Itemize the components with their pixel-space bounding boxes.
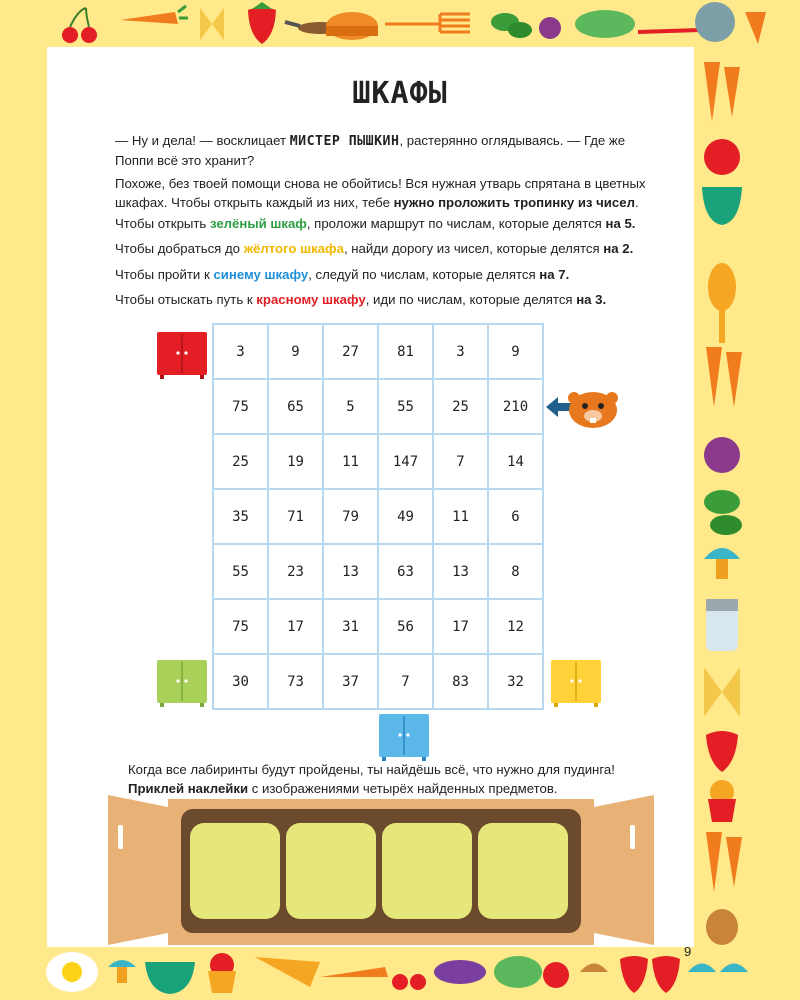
bowl-icon bbox=[702, 187, 742, 225]
grid-cell[interactable]: 7 bbox=[433, 434, 488, 489]
strawberry-icon bbox=[706, 731, 738, 772]
cupcake-icon bbox=[708, 780, 736, 822]
top-food-border bbox=[0, 0, 800, 47]
pizza-slice-icon bbox=[255, 957, 320, 987]
mushroom-icon bbox=[704, 548, 740, 579]
sticker-slot[interactable] bbox=[190, 823, 280, 919]
grid-cell[interactable]: 13 bbox=[433, 544, 488, 599]
grid-cell[interactable]: 11 bbox=[433, 489, 488, 544]
rule-blue bbox=[115, 265, 660, 284]
grid-cell[interactable]: 9 bbox=[268, 324, 323, 379]
grid-cell[interactable]: 7 bbox=[378, 654, 433, 709]
grid-cell[interactable]: 37 bbox=[323, 654, 378, 709]
intro-text-a: — Ну и дела! — восклицает bbox=[115, 133, 290, 148]
grid-cell[interactable]: 11 bbox=[323, 434, 378, 489]
rule-red-text-b: , иди по числам, которые делятся bbox=[365, 292, 577, 307]
sticker-instructions-rest: с изображениями четырёх найденных предметов. bbox=[248, 781, 558, 796]
grid-cell[interactable]: 55 bbox=[213, 544, 268, 599]
grid-cell[interactable]: 17 bbox=[433, 599, 488, 654]
rule-green-text-b: , проложи маршрут по числам, которые делятся bbox=[306, 216, 606, 231]
mint-leaves-icon bbox=[491, 13, 532, 38]
grid-row bbox=[213, 544, 543, 599]
page-number: 9 bbox=[684, 944, 692, 959]
grid-row bbox=[213, 324, 543, 379]
grid-cell[interactable]: 3 bbox=[213, 324, 268, 379]
grid-cell[interactable]: 5 bbox=[323, 379, 378, 434]
rule-blue-text-a: Чтобы пройти к bbox=[115, 267, 214, 282]
mushroom-icon bbox=[580, 964, 608, 973]
lettuce-icon bbox=[575, 10, 635, 38]
sticker-instructions-bold: Приклей наклейки bbox=[128, 781, 249, 796]
carrots-icon bbox=[706, 347, 742, 407]
rule-yellow bbox=[115, 239, 660, 258]
rule-blue-divisor: на 7. bbox=[539, 267, 570, 282]
open-cabinet-illustration bbox=[108, 785, 654, 945]
fried-egg-icon bbox=[46, 952, 98, 992]
grid-cell[interactable]: 73 bbox=[268, 654, 323, 709]
eggplant-icon bbox=[434, 960, 486, 984]
rule-yellow-divisor: на 2. bbox=[603, 241, 634, 256]
yellow-cabinet-icon bbox=[550, 659, 602, 707]
grid-cell[interactable]: 19 bbox=[268, 434, 323, 489]
number-maze-grid bbox=[212, 323, 544, 710]
bottom-food-border bbox=[0, 947, 800, 1000]
grid-row bbox=[213, 434, 543, 489]
fork-icon bbox=[385, 14, 470, 32]
chef-hamster-icon bbox=[565, 376, 621, 430]
instruction-paragraph bbox=[115, 174, 660, 212]
grid-row bbox=[213, 654, 543, 709]
instruction-text-c: . bbox=[634, 195, 639, 210]
grid-cell[interactable]: 3 bbox=[433, 324, 488, 379]
grid-cell[interactable]: 63 bbox=[378, 544, 433, 599]
strawberry-icon bbox=[620, 956, 680, 993]
rule-yellow-text-a: Чтобы добраться до bbox=[115, 241, 244, 256]
grid-cell[interactable]: 75 bbox=[213, 599, 268, 654]
cabinet-left-door bbox=[108, 795, 168, 945]
grid-cell[interactable]: 9 bbox=[488, 324, 543, 379]
grid-cell[interactable]: 27 bbox=[323, 324, 378, 379]
bowl-icon bbox=[145, 962, 195, 994]
intro-paragraph bbox=[115, 131, 660, 170]
skimmer-icon bbox=[638, 2, 735, 42]
grid-cell[interactable]: 55 bbox=[378, 379, 433, 434]
rule-red bbox=[115, 290, 660, 309]
sticker-instructions-line1: Когда все лабиринты будут пройдены, ты найдёшь всё, что нужно для пудинга! bbox=[128, 762, 615, 777]
pasta-bow-icon bbox=[704, 667, 740, 717]
carrots-icon bbox=[706, 832, 742, 892]
right-food-border bbox=[694, 47, 800, 947]
grid-cell[interactable]: 210 bbox=[488, 379, 543, 434]
grid-cell[interactable]: 23 bbox=[268, 544, 323, 599]
grid-cell[interactable]: 75 bbox=[213, 379, 268, 434]
grid-cell[interactable]: 49 bbox=[378, 489, 433, 544]
rule-green-highlight: зелёный шкаф bbox=[209, 216, 307, 231]
carrot-icon bbox=[745, 12, 766, 44]
carrot-icon bbox=[120, 6, 188, 24]
cupcake-icon bbox=[208, 953, 236, 993]
grid-cell[interactable]: 32 bbox=[488, 654, 543, 709]
wooden-spoon-icon bbox=[708, 263, 736, 343]
grid-cell[interactable]: 8 bbox=[488, 544, 543, 599]
rule-blue-highlight: синему шкафу bbox=[213, 267, 309, 282]
grid-row bbox=[213, 379, 543, 434]
grid-cell[interactable]: 12 bbox=[488, 599, 543, 654]
salt-shaker-icon bbox=[706, 599, 738, 651]
grid-cell[interactable]: 35 bbox=[213, 489, 268, 544]
sticker-slot[interactable] bbox=[478, 823, 568, 919]
cherries-icon bbox=[392, 974, 426, 990]
onion-icon bbox=[704, 437, 740, 473]
grid-cell[interactable]: 79 bbox=[323, 489, 378, 544]
carrots-icon bbox=[320, 967, 388, 977]
mushroom-icon bbox=[688, 964, 748, 973]
cherries-icon bbox=[62, 8, 97, 43]
grid-cell[interactable]: 83 bbox=[433, 654, 488, 709]
grid-cell[interactable]: 56 bbox=[378, 599, 433, 654]
mushroom-icon bbox=[108, 960, 136, 983]
grid-cell[interactable]: 6 bbox=[488, 489, 543, 544]
mint-leaves-icon bbox=[704, 490, 742, 535]
pasta-bow-icon bbox=[200, 8, 224, 40]
grid-cell[interactable]: 30 bbox=[213, 654, 268, 709]
rule-green-divisor: на 5. bbox=[605, 216, 636, 231]
grid-cell[interactable]: 14 bbox=[488, 434, 543, 489]
baked-dish-icon bbox=[326, 12, 378, 40]
rule-red-divisor: на 3. bbox=[576, 292, 607, 307]
grid-cell[interactable]: 81 bbox=[378, 324, 433, 379]
sticker-slot[interactable] bbox=[382, 823, 472, 919]
rule-red-highlight: красному шкафу bbox=[256, 292, 366, 307]
grid-row bbox=[213, 599, 543, 654]
cabinet-right-door bbox=[594, 795, 654, 945]
strawberry-icon bbox=[248, 2, 276, 44]
grid-cell[interactable]: 25 bbox=[433, 379, 488, 434]
intro-text-b: , растерянно оглядываясь. — Где же Поппи всё это хранит? bbox=[115, 133, 626, 168]
grid-cell[interactable]: 25 bbox=[213, 434, 268, 489]
rule-red-text-a: Чтобы отыскать путь к bbox=[115, 292, 257, 307]
apple-icon bbox=[704, 139, 740, 175]
lettuce-icon bbox=[494, 956, 542, 988]
grid-row bbox=[213, 489, 543, 544]
green-cabinet-icon bbox=[156, 659, 208, 707]
instruction-text-a: Похоже, без твоей помощи снова не обойтись! Вся нужная утварь спрятана в цветных шкафах. Чтобы открыть каждый из них, тебе bbox=[115, 176, 646, 210]
rule-green bbox=[115, 214, 660, 233]
grid-cell[interactable]: 65 bbox=[268, 379, 323, 434]
rule-yellow-highlight: жёлтого шкафа bbox=[243, 241, 344, 256]
sticker-slot[interactable] bbox=[286, 823, 376, 919]
grid-cell[interactable]: 13 bbox=[323, 544, 378, 599]
page-title: ШКАФЫ bbox=[352, 76, 448, 111]
tomato-icon bbox=[543, 962, 569, 988]
rule-blue-text-b: , следуй по числам, которые делятся bbox=[308, 267, 540, 282]
blue-cabinet-icon bbox=[378, 713, 430, 761]
grid-cell[interactable]: 17 bbox=[268, 599, 323, 654]
character-name: МИСТЕР ПЫШКИН bbox=[289, 134, 400, 149]
grid-cell[interactable]: 71 bbox=[268, 489, 323, 544]
instruction-bold: нужно проложить тропинку из чисел bbox=[393, 195, 635, 210]
rule-yellow-text-b: , найди дорогу из чисел, которые делятся bbox=[343, 241, 604, 256]
grid-cell[interactable]: 147 bbox=[378, 434, 433, 489]
red-cabinet-icon bbox=[156, 331, 208, 379]
grid-cell[interactable]: 31 bbox=[323, 599, 378, 654]
rule-green-text-a: Чтобы открыть bbox=[115, 216, 210, 231]
blackberry-icon bbox=[539, 17, 561, 39]
acorn-icon bbox=[706, 909, 738, 945]
